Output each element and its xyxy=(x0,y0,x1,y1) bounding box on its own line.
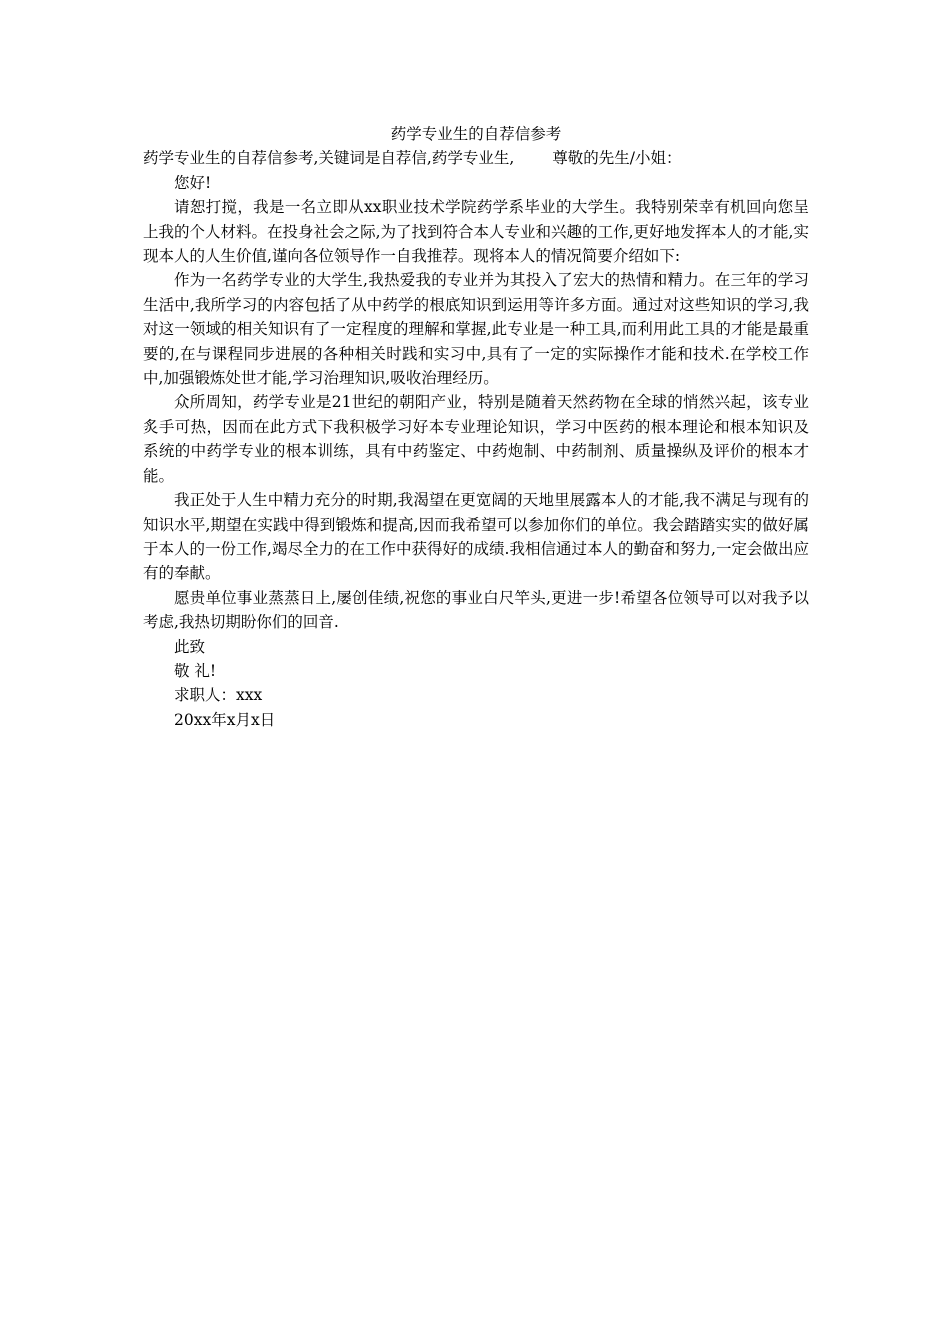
body-paragraph: 愿贵单位事业蒸蒸日上,屡创佳绩,祝您的事业白尺竿头,更进一步!希望各位领导可以对我予以考虑,我热切期盼你们的回音. xyxy=(143,588,809,632)
letter-date: 20xx年x月x日 xyxy=(174,710,276,729)
body-paragraph: 作为一名药学专业的大学生,我热爱我的专业并为其投入了宏大的热情和精力。在三年的学习生活中,我所学习的内容包括了从中药学的根底知识到运用等许多方面。通过对这些知识的学习,我对这一领域的相关知识有了一定程度的理解和掌握,此专业是一种工具,而利用此工具的才能是最重要的,在与课程同步进展的各种相关时践和实习中,具有了一定的实际操作才能和技术.在学校工作中,加强锻炼处世才能,学习治理知识,吸收治理经历。 xyxy=(143,271,809,388)
greeting: 您好! xyxy=(174,173,212,192)
body-paragraph: 请恕打搅，我是一名立即从xx职业技术学院药学系毕业的大学生。我特别荣幸有机回向您呈上我的个人材料。在投身社会之际,为了找到符合本人专业和兴趣的工作,更好地发挥本人的才能,实现本人的人生价值,谨向各位领导作一自我推荐。现将本人的情况简要介绍如下: xyxy=(143,198,809,266)
applicant-signature: 求职人：xxx xyxy=(174,686,263,705)
document-title: 药学专业生的自荐信参考 xyxy=(390,125,562,143)
salutation: 尊敬的先生/小姐： xyxy=(552,149,682,168)
closing: 此致 xyxy=(174,637,206,656)
intro-keywords: 药学专业生的自荐信参考,关键词是自荐信,药学专业生, xyxy=(143,149,515,168)
intro-line xyxy=(143,146,809,170)
regards: 敬 礼! xyxy=(174,661,217,680)
body-paragraph: 众所周知，药学专业是21世纪的朝阳产业，特别是随着天然药物在全球的悄然兴起，该专业炙手可热，因而在此方式下我积极学习好本专业理论知识，学习中医药的根本理论和根本知识及系统的中药学专业的根本训练，具有中药鉴定、中药炮制、中药制剂、质量操纵及评价的根本才能。 xyxy=(143,393,809,485)
body-paragraph: 我正处于人生中精力充分的时期,我渴望在更宽阔的天地里展露本人的才能,我不满足与现有的知识水平,期望在实践中得到锻炼和提高,因而我希望可以参加你们的单位。我会踏踏实实的做好属于本人的一份工作,竭尽全力的在工作中获得好的成绩.我相信通过本人的勤奋和努力,一定会做出应有的奉献。 xyxy=(143,491,809,583)
letter-page xyxy=(143,122,809,732)
